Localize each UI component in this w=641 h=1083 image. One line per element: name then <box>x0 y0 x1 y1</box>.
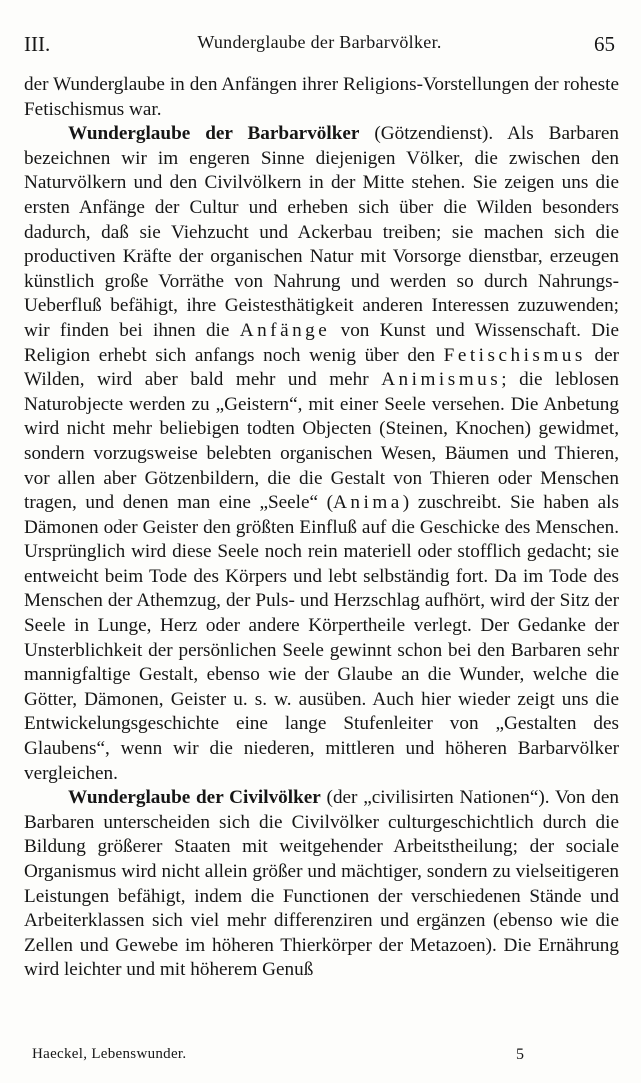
page-header <box>24 32 615 62</box>
paragraph-continuation <box>24 73 619 122</box>
section-heading: Wunderglaube der Barbarvölker <box>68 123 360 145</box>
page-body <box>24 73 619 983</box>
chapter-number: III. <box>24 32 51 56</box>
paragraph-text: von Kunst und Wissenschaft. Die Religion erhebt sich anfangs noch wenig über den <box>24 319 620 366</box>
spaced-emphasis: Anima <box>333 492 403 514</box>
paragraph-text: ) zuschreibt. Sie haben als Dämonen oder Geister den größten Einfluß auf die Geschicke des Menschen. Ursprünglich wird diese Seele noch rein materiell oder stofflich gedacht; sie entweicht beim Tode des Körpers und lebt selbständig fort. Da im Tode des Menschen der Athemzug, der Puls- und Herzschlag aufhört, wird der Sitz der Seele in Lunge, Herz oder andere Körpertheile verlegt. Der Gedanke der Unsterblichkeit der persönlichen Seele gewinnt schon bei den Barbaren sehr mannigfaltige Gestalt, ebenso wie der Glaube an die Wunder, welche die Götter, Dämonen, Geister u. s. w. ausüben. Auch hier wieder zeigt uns die Entwickelungsgeschichte eine lange Stufenleiter von „Gestalten des Glaubens“, wenn wir die niederen, mittleren und höheren Barbarvölker vergleichen. <box>24 492 619 784</box>
signature-line: Haeckel, Lebenswunder. <box>32 1046 187 1062</box>
paragraph-text: (Götzendienst). Als Barbaren bezeichnen wir im engeren Sinne diejenigen Völker, die zwischen den Naturvölkern und den Civilvölkern in der Mitte stehen. Sie zeigen uns die ersten Anfänge der Cultur und erheben sich über die Wilden besonders dadurch, daß sie Viehzucht und Ackerbau treiben; sie machen sich die productiven Kräfte der organischen Natur mit Vorsorge dienstbar, erzeugen künstlich große Vorräthe von Nahrung und werden so durch Nahrungs-Ueberfluß befähigt, ihre Geistesthätigkeit anderen Interessen zuzuwenden; wir finden bei ihnen die <box>24 123 619 341</box>
section-heading: Wunderglaube der Civilvölker <box>68 787 321 809</box>
spaced-emphasis: Animismus <box>381 369 502 391</box>
spaced-emphasis: Fetischismus <box>443 344 586 366</box>
paragraph-text: der Wilden, wird aber bald mehr und mehr <box>24 344 620 391</box>
running-title: Wunderglaube der Barbarvölker. <box>197 32 442 52</box>
paragraph-text: ; die leblosen Naturobjecte werden zu „Geistern“, mit einer Seele versehen. Die Anbetung wird nicht mehr beliebigen todten Objecten (Steinen, Knochen) gewidmet, sondern vorzugsweise belebten organischen Wesen, Bäumen und Thieren, vor allen aber Götzenbildern, die die Gestalt von Thieren oder Menschen tragen, und denen man eine „Seele“ ( <box>24 369 619 514</box>
spaced-emphasis: Anfänge <box>239 319 331 341</box>
paragraph-text: (der „civilisirten Nationen“). Von den Barbaren unterscheiden sich die Civilvölker culturgeschichtlich durch die Bildung größerer Staaten mit weitgehender Arbeitstheilung; der sociale Organismus wird nicht allein größer und mächtiger, sondern zu vielseitigeren Leistungen befähigt, indem die Functionen der verschiedenen Stände und Arbeiterklassen sich viel mehr differenziren und ergänzen (ebenso wie die Zellen und Gewebe im höheren Thierkörper der Metazoen). Die Ernährung wird leichter und mit höherem Genuß <box>24 787 619 981</box>
paragraph-barbarvoelker <box>24 122 619 786</box>
page-footer <box>32 1046 615 1068</box>
signature-number: 5 <box>516 1046 524 1063</box>
page-number: 65 <box>594 32 615 56</box>
paragraph-text: der Wunderglaube in den Anfängen ihrer Religions-Vorstellungen der roheste Fetischismus war. <box>24 74 619 120</box>
paragraph-civilvoelker <box>24 786 619 983</box>
